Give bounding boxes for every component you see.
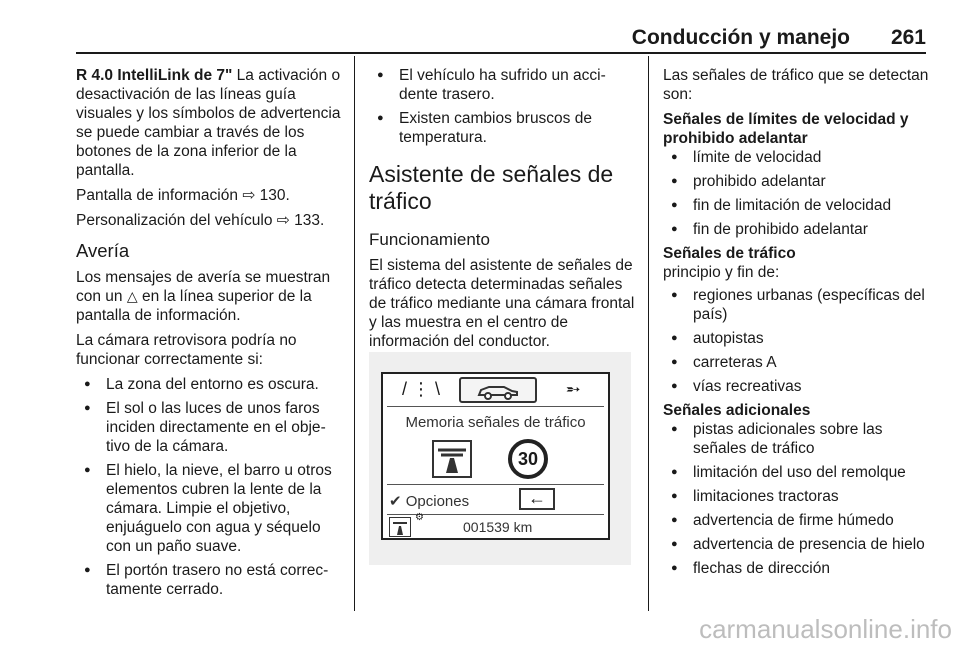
speed-limit-group-title: Señales de límites de velocidad y prohibido adelantar — [663, 111, 909, 147]
driver-info-display-figure — [369, 352, 631, 565]
list-item: ● pistas adicionales sobre las señales de tráfico — [663, 420, 933, 458]
warning-triangle-icon: △ — [126, 288, 138, 304]
page-ref-arrow-icon: ⇨ — [242, 187, 256, 204]
fault-paragraph — [76, 268, 344, 325]
intro-text: La activación o desactivación de las líneas guía visuales y los símbolos de advertencia se puede cambiar a través de los botones de la zona inferior de la pantalla. — [76, 67, 341, 179]
speed-limit-sign: 30 — [508, 439, 548, 479]
camera-paragraph: La cámara retrovisora podría no funcionar correctamente si: — [76, 332, 297, 368]
list-item: ● limitación del uso del remolque — [663, 463, 933, 482]
column-2 — [369, 66, 635, 357]
fault-text-a: Los mensajes de avería se muestran con un — [76, 269, 331, 305]
fault-heading: Avería — [76, 240, 130, 261]
column-separator — [354, 56, 355, 611]
personalisation-ref — [76, 211, 344, 230]
column-1 — [76, 66, 344, 604]
motorway-sign-icon — [432, 440, 472, 478]
intro-bold: R 4.0 IntelliLink de 7" — [76, 67, 233, 84]
options-button[interactable] — [389, 492, 469, 510]
list-item: ● flechas de dirección — [663, 559, 933, 578]
list-item: ● El portón trasero no está correctamente cerrado. — [76, 561, 344, 599]
check-circle-icon: ✔ — [389, 493, 402, 510]
display-screen — [381, 372, 610, 540]
road-sign-tab-icon: ➵ — [565, 379, 581, 399]
list-item: ● prohibido adelantar — [663, 172, 933, 191]
list-item: ● El hielo, la nieve, el barro u otros elementos cubren la lente de la cámara. Limpie el objetivo, enjuáguelo con agua y séquelo con un paño suave. — [76, 461, 344, 556]
info-display-label: Pantalla de información — [76, 187, 238, 204]
detected-signs-intro: Las señales de tráfico que se detectan son: — [663, 67, 929, 103]
list-item: ● El sol o las luces de unos faros inciden directamente en el objetivo de la cámara. — [76, 399, 344, 456]
odometer-readout: 001539 km — [463, 519, 533, 535]
motorway-glyph — [434, 442, 470, 476]
list-item: ● fin de limitación de velocidad — [663, 196, 933, 215]
column-separator — [648, 56, 649, 611]
personalisation-label: Personalización del vehículo — [76, 212, 273, 229]
list-item: ● advertencia de firme húmedo — [663, 511, 933, 530]
list-item: ● La zona del entorno es oscura. — [76, 375, 344, 394]
additional-signs-group-title: Señales adicionales — [663, 402, 811, 419]
traffic-sign-assistant-heading: Asistente de señales de tráfico — [369, 161, 614, 214]
list-item: ● autopistas — [663, 329, 933, 348]
lane-assist-tab-icon: / ⋮ \ — [401, 379, 440, 399]
operation-subheading: Funcionamiento — [369, 230, 490, 249]
vehicle-tab-icon — [459, 377, 537, 403]
settings-gear-icon: ⚙ — [415, 512, 424, 523]
list-item: ● limitaciones tractoras — [663, 487, 933, 506]
page-header-title: Conducción y manejo — [631, 26, 850, 49]
info-display-ref — [76, 186, 344, 205]
speed-limit-list — [663, 148, 933, 239]
mini-motorway-glyph — [390, 518, 410, 536]
list-item: ● carreteras A — [663, 353, 933, 372]
list-item: ● regiones urbanas (específicas del país) — [663, 286, 933, 324]
personalisation-page[interactable]: 133. — [294, 212, 325, 229]
screen-divider — [387, 484, 604, 485]
camera-conditions-list — [76, 375, 344, 599]
list-item: ● El vehículo ha sufrido un accidente trasero. — [369, 66, 635, 104]
info-display-page[interactable]: 130. — [259, 187, 290, 204]
page-number: 261 — [890, 26, 926, 49]
screen-divider — [387, 406, 604, 407]
car-icon — [476, 382, 520, 400]
operation-paragraph: El sistema del asistente de señales de tráfico detecta determinadas señales de tráfico mediante una cámara frontal y las muestra en el centro de información del conductor. — [369, 257, 635, 350]
page-ref-arrow-icon: ⇨ — [276, 212, 290, 229]
list-item: ● Existen cambios bruscos de temperatura. — [369, 109, 635, 147]
list-item: ● vías recreativas — [663, 377, 933, 396]
watermark: carmanualsonline.info — [699, 614, 952, 644]
fault-text-b: en la línea superior de la pantalla de información. — [76, 288, 312, 324]
list-item: ● límite de velocidad — [663, 148, 933, 167]
intro-paragraph — [76, 66, 344, 180]
traffic-signs-list — [663, 286, 933, 396]
list-item: ● fin de prohibido adelantar — [663, 220, 933, 239]
mini-motorway-icon — [389, 517, 411, 537]
options-label: Opciones — [405, 493, 470, 510]
back-arrow-button[interactable]: ← — [519, 488, 555, 510]
additional-signs-list — [663, 420, 933, 578]
display-title: Memoria señales de tráfico — [405, 414, 586, 431]
list-item: ● advertencia de presencia de hielo — [663, 535, 933, 554]
traffic-signs-intro: principio y fin de: — [663, 264, 780, 281]
camera-conditions-list-cont — [369, 66, 635, 147]
column-3 — [663, 66, 933, 583]
header-rule — [76, 52, 926, 54]
traffic-signs-group-title: Señales de tráfico — [663, 245, 796, 262]
